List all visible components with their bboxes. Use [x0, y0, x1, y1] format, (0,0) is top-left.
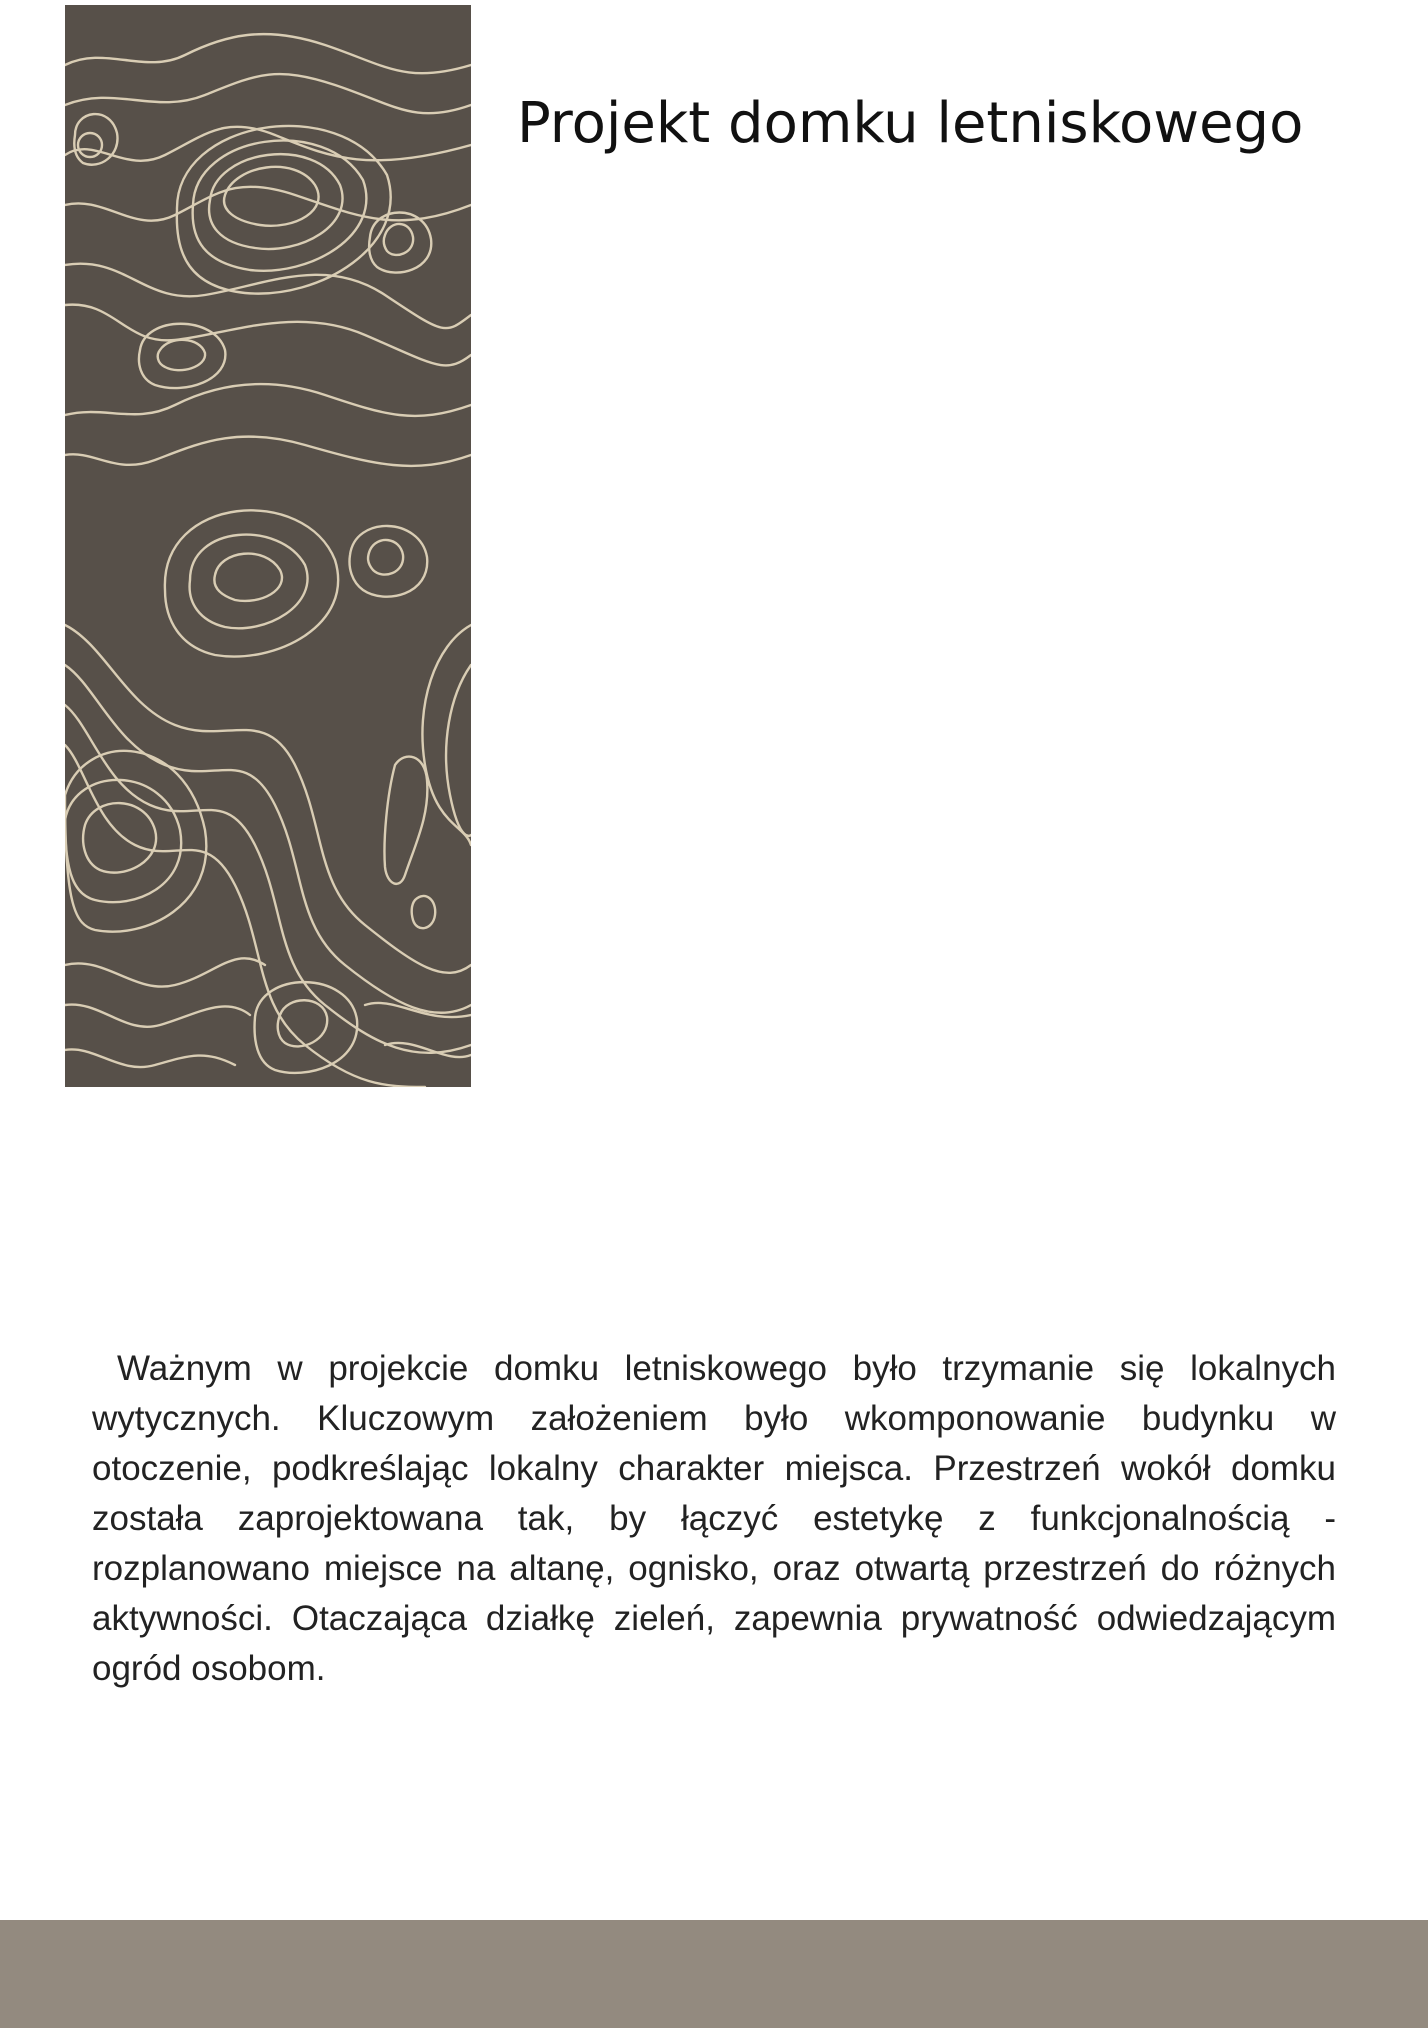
contour-lines-image: [65, 5, 471, 1087]
topographic-decoration-panel: [65, 5, 471, 1087]
page-title: Projekt domku letniskowego: [517, 91, 1304, 156]
footer-band: [0, 1920, 1428, 2028]
body-paragraph: Ważnym w projekcie domku letniskowego było trzymanie się lokalnych wytycznych. Kluczowym założeniem było wkomponowanie budynku w otoczenie, podkreślając lokalny charakter miejsca. Przestrzeń wokół domku została zaprojektowana tak, by łączyć estetykę z funkcjonalnością - rozplanowano miejsce na altanę, ognisko, oraz otwartą przestrzeń do różnych aktywności. Otaczająca działkę zieleń, zapewnia prywatność odwiedzającym ogród osobom.: [92, 1349, 1336, 1688]
